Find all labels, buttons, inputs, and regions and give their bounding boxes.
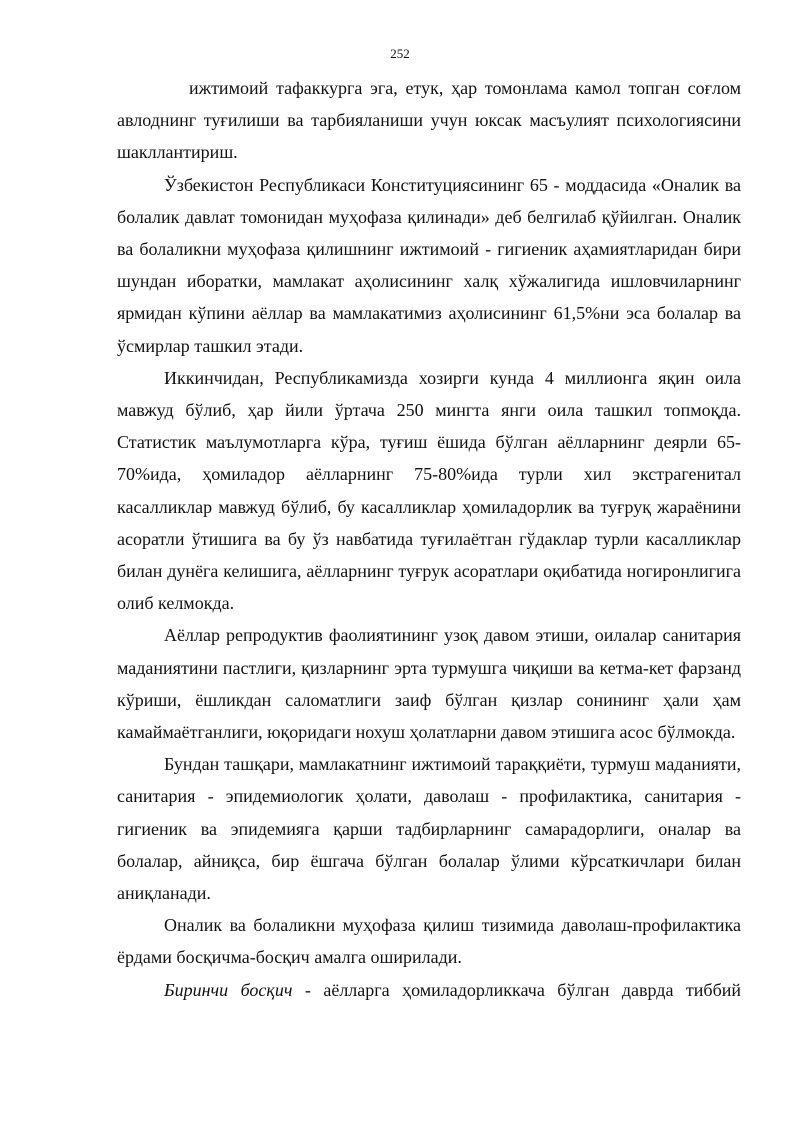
paragraph-7 — [117, 974, 741, 1006]
paragraph-4: Аёллар репродуктив фаолиятининг узоқ давом этиши, оилалар санитария маданиятини пастлиги, қизларнинг эрта турмушга чиқиши ва кетма-кет фарзанд кўриши, ёшликдан саломатлиги заиф бўлган қизлар сонининг ҳали ҳам камаймаётганлиги, юқоридаги нохуш ҳолатларни давом этишига асос бўлмокда. — [117, 625, 741, 743]
paragraph-7-text: - аёлларга ҳомиладорликкача бўлган даврда тиббий — [292, 979, 741, 1000]
paragraph-1: ижтимоий тафаккурга эга, етук, ҳар томонлама камол топган соғлом авлоднинг туғилиши ва тарбияланиши учун юксак масъулият психологиясини шакллантириш. — [117, 78, 741, 163]
paragraph-2: Ўзбекистон Республикаси Конституциясининг 65 - моддасида «Оналик ва болалик давлат томонидан муҳофаза қилинади» деб белгилаб қўйилган. Оналик ва болаликни муҳофаза қилишнинг ижтимоий - гигиеник аҳамиятларидан бири шундан иборатки, мамлакат аҳолисининг халқ хўжалигида ишловчиларнинг ярмидан кўпини аёллар ва мамлакатимиз аҳолисининг 61,5%ни эса болалар ва ўсмирлар ташкил этади. — [117, 174, 741, 356]
paragraph-7-italic-lead: Биринчи босқич — [164, 979, 293, 1000]
paragraph-6: Оналик ва болаликни муҳофаза қилиш тизимида даволаш-профилактика ёрдами босқичма-босқич амалга оширилади. — [117, 915, 741, 968]
page-number: 252 — [390, 46, 410, 61]
paragraph-5: Бундан ташқари, мамлакатнинг ижтимоий тараққиёти, турмуш маданияти, санитария - эпидемиологик ҳолати, даволаш - профилактика, санитария - гигиеник ва эпидемияга қарши тадбирларнинг самарадорлиги, оналар ва болалар, айниқса, бир ёшгача бўлган болалар ўлими кўрсаткичлари билан аниқланади. — [117, 754, 741, 904]
document-body — [117, 72, 741, 1006]
paragraph-3: Иккинчидан, Республикамизда хозирги кунда 4 миллионга яқин оила мавжуд бўлиб, ҳар йили ўртача 250 мингта янги оила ташкил топмоқда. Статистик маълумотларга кўра, туғиш ёшида бўлган аёлларнинг деярли 65-70%ида, ҳомиладор аёлларнинг 75-80%ида турли хил экстрагенитал касалликлар мавжуд бўлиб, бу касалликлар ҳомиладорлик ва туғруқ жараёнини асоратли ўтишига ва бу ўз навбатида туғилаётган гўдаклар турли касалликлар билан дунёга келишига, аёлларнинг туғрук асоратлари оқибатида ногиронлигига олиб келмокда. — [117, 367, 741, 614]
